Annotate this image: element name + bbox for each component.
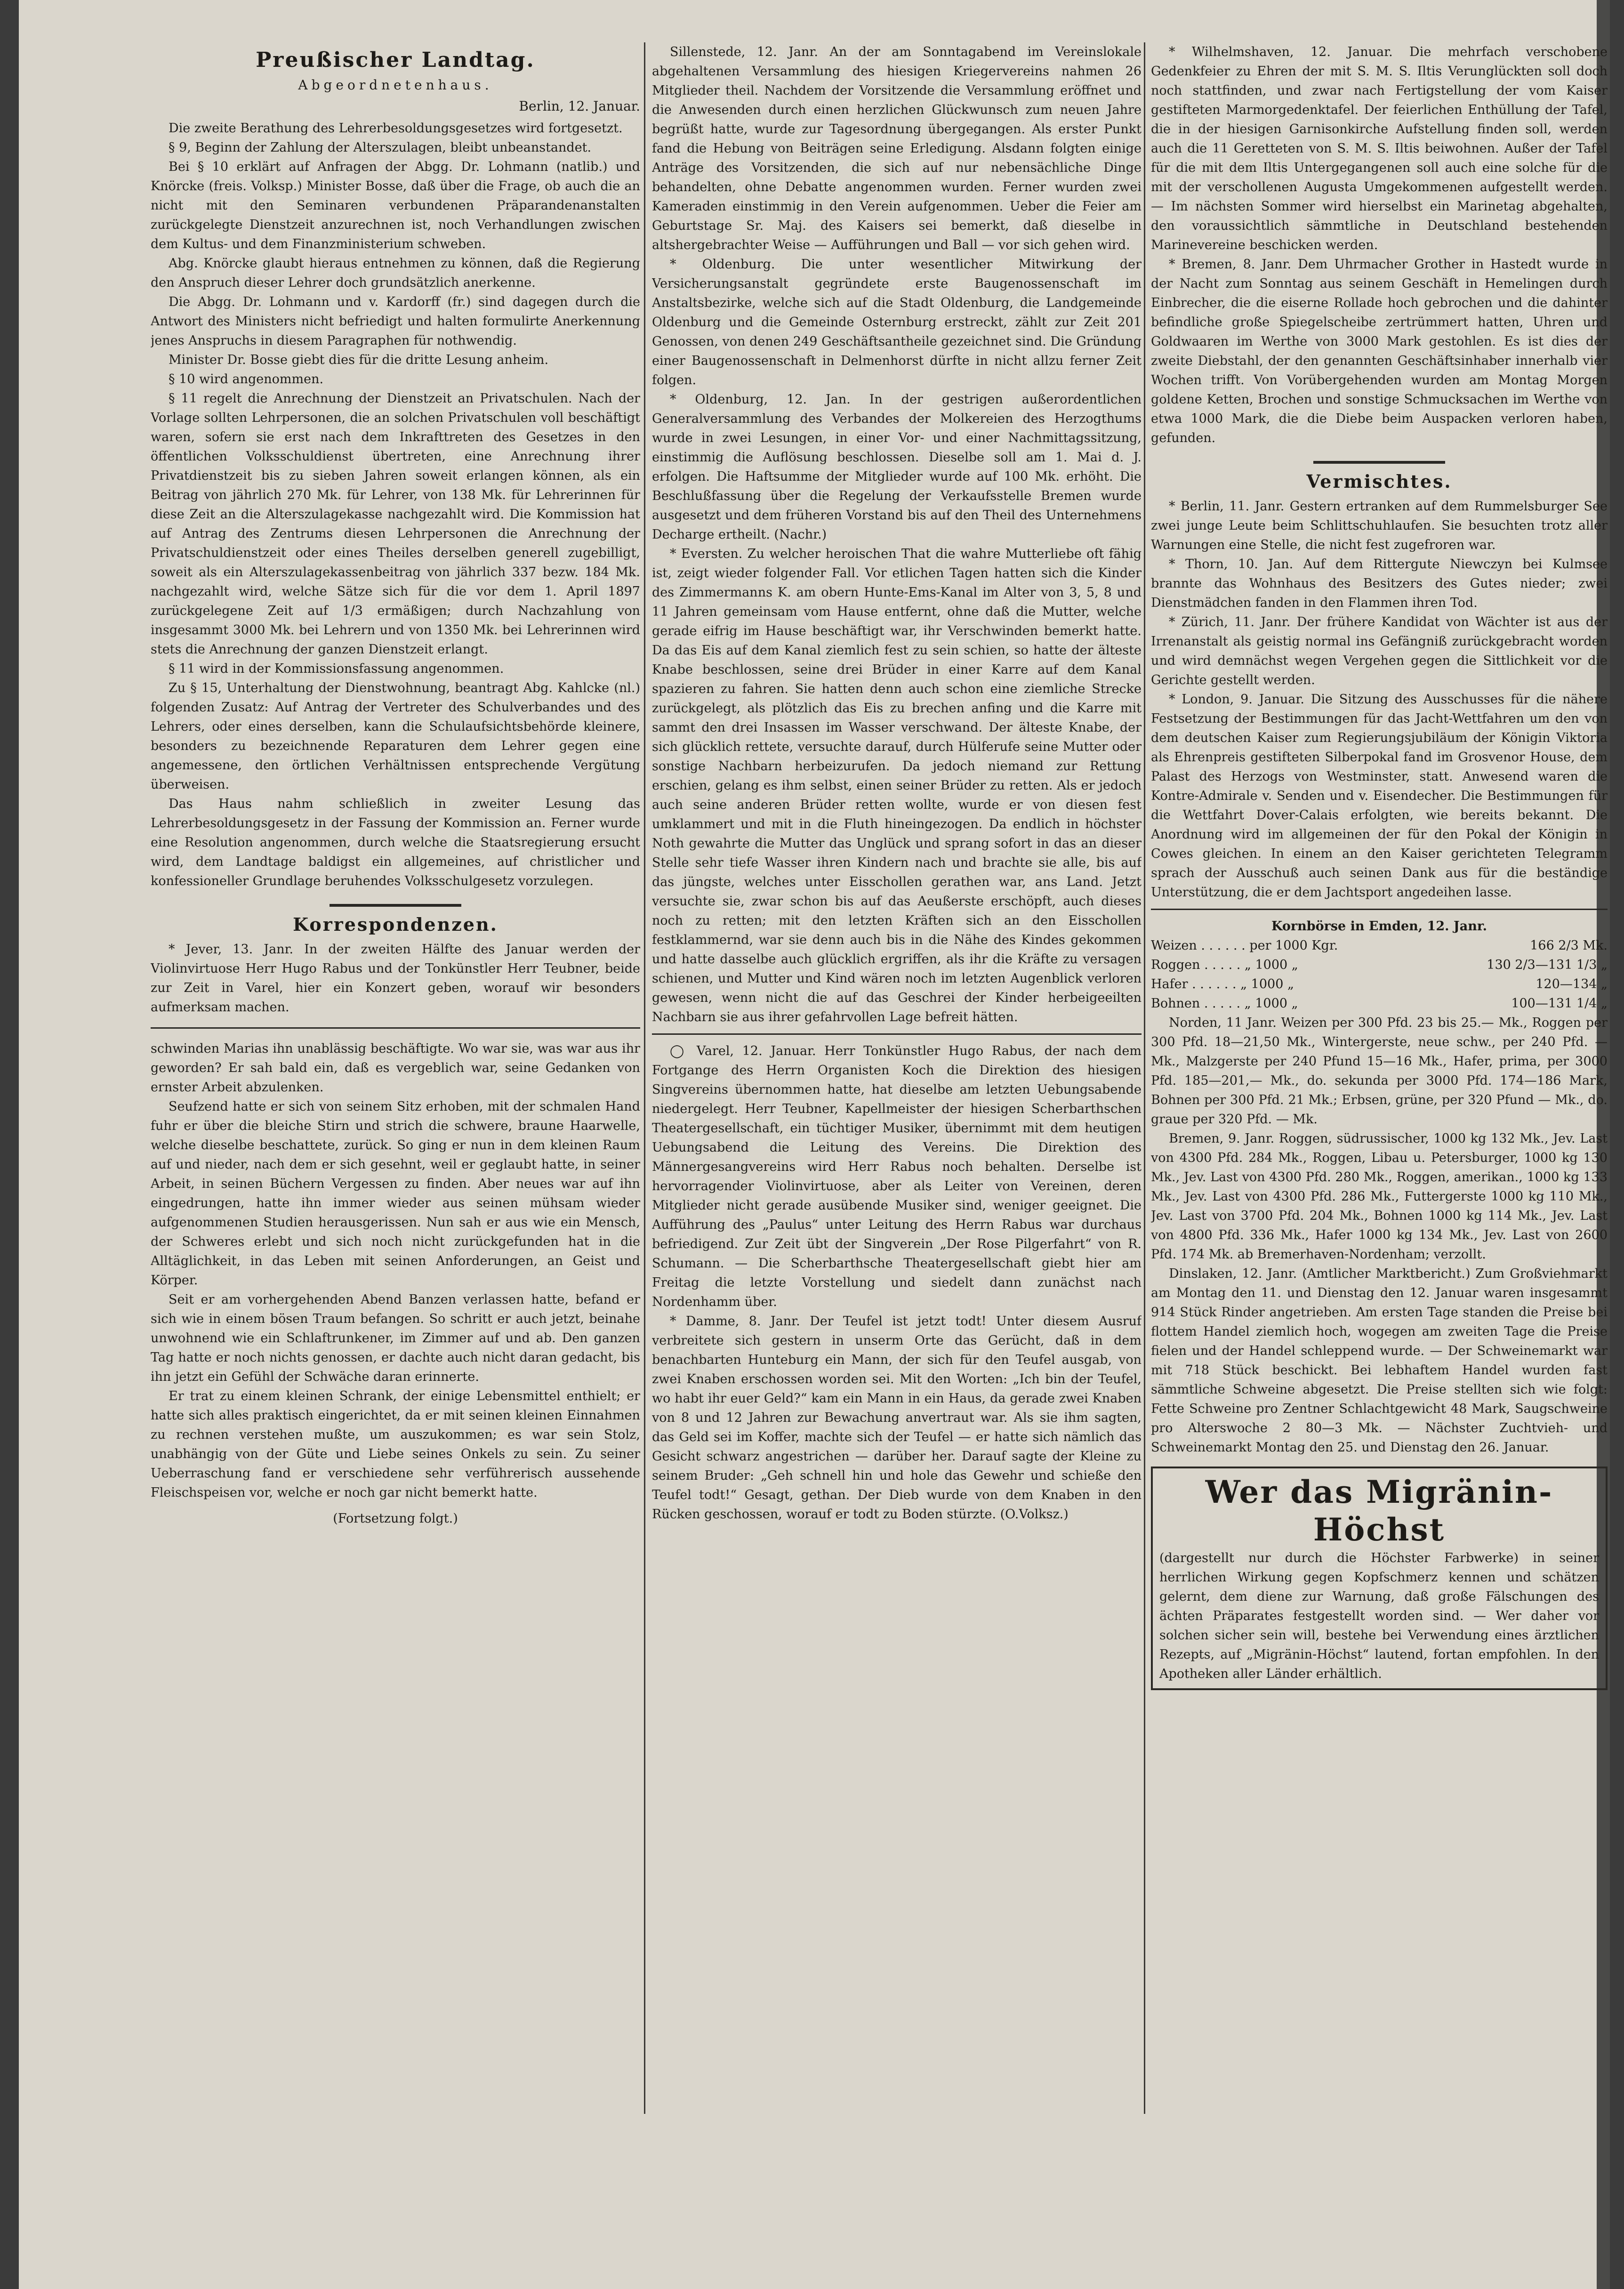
market-row: [1151, 955, 1608, 975]
article-paragraph: Die zweite Berathung des Lehrerbesoldungsgesetzes wird fortgesetzt.: [169, 121, 623, 136]
section-title-landtag: Preußischer Landtag.: [256, 48, 535, 72]
market-row-value: 130 2/3—131 1/3 „: [1487, 958, 1608, 972]
article-paragraph: * Damme, 8. Janr. Der Teufel ist jetzt todt! Unter diesem Ausruf verbreitete sich gestern in unserm Orte das Gerücht, daß in dem benachbarten Hunteburg ein Mann, der sich für den Teufel ausgab, von zwei Knaben erschossen worden sei. Mit den Worten: „Ich bin der Teufel, wo habt ihr euer Geld?“ kam ein Mann in ein Haus, da gerade zwei Knaben von 8 und 12 Jahren zur Bewachung anvertraut war. Als sie ihm sagten, das Geld sei im Koffer, machte sich der Teufel — er hatte sich nämlich das Gesicht schwarz angestrichen — darüber her. Darauf sagte der Kleine zu seinem Bruder: „Geh schnell hin und hole das Gewehr und schieße den Teufel todt!“ Gesagt, gethan. Der Dieb wurde von dem Knaben in den Rücken geschossen, worauf er todt zu Boden stürzte. (O.Volksz.): [652, 1314, 1142, 1522]
article-paragraph: * London, 9. Januar. Die Sitzung des Ausschusses für die nähere Festsetzung der Bestimmungen für das Jacht-Wettfahren um den von dem deutschen Kaiser zum Regierungsjubiläum der Königin Viktoria als Ehrenpreis gestifteten Silberpokal fand im Grosvenor House, dem Palast des Herzogs von Westminster, statt. Anwesend waren die Kontre-Admirale v. Senden und v. Eisendecher. Die Bestimmungen für die Wettfahrt Dover-Calais erfolgten, wie bereits bekannt. Die Anordnung wird im allgemeinen der für den Pokal der Königin in Cowes gleichen. In einem an den Kaiser gerichteten Telegramm sprach der Ausschuß auch seinen Dank aus für die beständige Unterstützung, die er dem Jachtsport angedeihen lasse.: [1151, 692, 1608, 900]
continuation-note: (Fortsetzung folgt.): [333, 1511, 458, 1526]
section-title-korrespondenzen: Korrespondenzen.: [293, 914, 498, 935]
newspaper-page: [19, 0, 1610, 2289]
article-paragraph: * Bremen, 8. Janr. Dem Uhrmacher Grother in Hastedt wurde in der Nacht zum Sonntag aus seinem Geschäft in Hemelingen durch Einbrecher, die die eiserne Rollade hoch gebrochen und die dahinter befindliche große Spiegelscheibe zertrümmert hatten, Uhren und Goldwaaren im Werthe von 3000 Mark gestohlen. Es ist dies der zweite Diebstahl, der den genannten Geschäftsinhaber innerhalb vier Wochen trifft. Von Vorübergehenden wurden am Montag Morgen goldene Ketten, Brochen und sonstige Schmucksachen im Werthe von etwa 1000 Mark, die die Diebe beim Auspacken verloren haben, gefunden.: [1151, 257, 1608, 445]
market-row-label: Roggen . . . . . „ 1000 „: [1151, 958, 1298, 972]
section-subtitle: Abgeordnetenhaus.: [298, 77, 493, 93]
feuilleton-divider: [151, 1027, 640, 1029]
article-paragraph: * Oldenburg, 12. Jan. In der gestrigen außerordentlichen Generalversammlung des Verbandes der Molkereien des Herzogthums wurde in zwei Lesungen, in einer Vor- und einer Nachmittagssitzung, einstimmig die Auflösung beschlossen. Dieselbe soll am 1. Mai d. J. erfolgen. Die Haftsumme der Mitglieder wurde auf 100 Mk. erhöht. Die Beschlußfassung über die Regelung der Verkaufsstelle Bremen wurde ausgesetzt und dem früheren Vorstand bis auf den Theil des Unternehmens Decharge ertheilt. (Nachr.): [652, 392, 1142, 542]
column-divider: [652, 1033, 1142, 1035]
article-paragraph: * Berlin, 11. Janr. Gestern ertranken auf dem Rummelsburger See zwei junge Leute beim Schlittschuhlaufen. Sie besuchten trotz aller Warnungen eine Stelle, die nicht fest zugefroren war.: [1151, 499, 1608, 552]
column-2: [652, 42, 1142, 1524]
market-row: [1151, 975, 1608, 994]
article-paragraph: Sillenstede, 12. Janr. An der am Sonntagabend im Vereinslokale abgehaltenen Versammlung des hiesigen Kriegervereins nahmen 26 Mitglieder theil. Nachdem der Vorsitzende die Versammlung eröffnet und die Anwesenden durch einen herzlichen Glückwunsch zum neuen Jahre begrüßt hatte, wurde zur Tagesordnung übergegangen. Als erster Punkt fand die Hebung von Beiträgen seine Erledigung. Alsdann folgten einige Anträge des Vorsitzenden, die sich auf nur nebensächliche Dinge behandelten, ohne Debatte angenommen wurden. Ferner wurden zwei Kameraden einstimmig in den Verein aufgenommen. Ueber die Feier am Geburtstage Sr. Maj. des Kaisers sei bemerkt, daß dieselbe in altshergebrachter Weise — Aufführungen und Ball — vor sich gehen wird.: [652, 45, 1142, 252]
market-report: Bremen, 9. Janr. Roggen, südrussischer, 1000 kg 132 Mk., Jev. Last von 4300 Pfd. 284 Mk., Roggen, Libau u. Petersburger, 1000 kg 130 Mk., Jev. Last von 4300 Pfd. 280 Mk., Roggen, amerikan., 1000 kg 133 Mk., Jev. Last von 4300 Pfd. 286 Mk., Futtergerste 1000 kg 110 Mk., Jev. Last von 3700 Pfd. 204 Mk., Bohnen 1000 kg 114 Mk., Jev. Last von 4800 Pfd. 336 Mk., Hafer 1000 kg 134 Mk., Jev. Last von 2600 Pfd. 174 Mk. ab Bremerhaven-Nordenham; verzollt.: [1151, 1131, 1608, 1262]
article-paragraph: Minister Dr. Bosse giebt dies für die dritte Lesung anheim.: [169, 353, 549, 367]
article-paragraph: § 10 wird angenommen.: [169, 372, 324, 387]
article-paragraph: Zu § 15, Unterhaltung der Dienstwohnung, beantragt Abg. Kahlcke (nl.) folgenden Zusatz: Auf Antrag der Vertreter des Schulverbandes und des Lehrers, oder eines derselben, kann die Schulaufsichtsbehörde kleinere, besonders zu bezeichnende Reparaturen dem Lehrer gegen eine angemessene, den örtlichen Verhältnissen entsprechende Vergütung überweisen.: [151, 681, 640, 792]
article-paragraph: * Zürich, 11. Janr. Der frühere Kandidat von Wächter ist aus der Irrenanstalt als geistig normal ins Gefängniß zurückgebracht worden und wird demnächst wegen Vergehen gegen die Sittlichkeit vor die Gerichte gestellt werden.: [1151, 615, 1608, 687]
serial-paragraph: Seufzend hatte er sich von seinem Sitz erhoben, mit der schmalen Hand fuhr er über die bleiche Stirn und strich die schwere, braune Haarwelle, welche dieselbe beschattete, zurück. So ging er nun in dem kleinen Raum auf und nieder, nach dem er sich gesehnt, weil er geglaubt hatte, in seiner Arbeit, in seinen Büchern Vergessen zu finden. Aber neues war auf ihn eingedrungen, hatte ihn immer wieder aus seinen mühsam wieder aufgenommenen Studien herausgerissen. Nun sah er aus wie ein Mensch, der Schweres erlebt und sich noch nicht zurückgefunden hat in die Alltäglichkeit, in das Leben mit seinen Anforderungen, an Geist und Körper.: [151, 1099, 640, 1288]
serial-paragraph: Seit er am vorhergehenden Abend Banzen verlassen hatte, befand er sich wie in einem bösen Traum befangen. So schritt er auch jetzt, beinahe unwohnend wie ein Schlaftrunkener, im Zimmer auf und ab. Den ganzen Tag hatte er noch nichts genossen, er dachte auch nicht daran gedacht, bis ihn jetzt ein Gefühl der Schwäche daran erinnerte.: [151, 1292, 640, 1384]
column-3: [1151, 42, 1608, 1690]
market-report: Norden, 11 Janr. Weizen per 300 Pfd. 23 bis 25.— Mk., Roggen per 300 Pfd. 18—21,50 Mk., Wintergerste, neue schw., per 240 Pfd. — Mk., Malzgerste per 240 Pfund 15—16 Mk., Hafer, prima, per 3000 Pfd. 185—201,— Mk., do. sekunda per 3000 Pfd. 174—186 Mark, Bohnen per 300 Pfd. 21 Mk.; Erbsen, grüne, per 320 Pfund — Mk., do. graue per 320 Pfd. — Mk.: [1151, 1016, 1608, 1127]
column-rule-1: [644, 42, 645, 2114]
market-report: Dinslaken, 12. Janr. (Amtlicher Marktbericht.) Zum Großviehmarkt am Montag den 11. und Dienstag den 12. Januar waren insgesammt 914 Stück Rinder angetrieben. Am ersten Tage standen die Preise bei flottem Handel ziemlich hoch, wogegen am zweiten Tage die Preise fielen und der Handel schleppend wurde. — Der Schweinemarkt war mit 718 Stück beschickt. Bei lebhaftem Handel wurden fast sämmtliche Schweine abgesetzt. Die Preise stellten sich wie folgt: Fette Schweine pro Zentner Schlachtgewicht 48 Mark, Saugschweine pro Alterswoche 2 80—3 Mk. — Nächster Zuchtvieh- und Schweinemarkt Montag den 25. und Dienstag den 26. Januar.: [1151, 1266, 1608, 1455]
serial-paragraph: Er trat zu einem kleinen Schrank, der einige Lebensmittel enthielt; er hatte sich alles praktisch eingerichtet, da er mit seinen kleinen Einnahmen zu rechnen verstehen mußte, um auszukommen; es war sein Stolz, unabhängig von der Güte und Liebe seines Onkels zu sein. Zu seiner Ueberraschung fand er verschiedene sehr verführerisch aussehende Fleischspeisen vor, welche er noch gar nicht bemerkt hatte.: [151, 1389, 640, 1500]
dateline: Berlin, 12. Januar.: [519, 98, 640, 114]
market-row-value: 100—131 1/4 „: [1511, 996, 1608, 1011]
market-row: [1151, 994, 1608, 1013]
market-table: [1151, 936, 1608, 1013]
article-paragraph: * Eversten. Zu welcher heroischen That die wahre Mutterliebe oft fähig ist, zeigt wieder folgender Fall. Vor etlichen Tagen hatten sich die Kinder des Zimmermanns K. am obern Hunte-Ems-Kanal im Alter von 3, 5, 8 und 11 Jahren gemeinsam vom Hause entfernt, ohne daß die Mutter, welche gerade eifrig im Hause beschäftigt war, ihr Verschwinden bemerkt hatte. Da das Eis auf dem Kanal ziemlich fest zu sein schien, so hatte der älteste Knabe beschlossen, seine drei Brüder in einer Karre auf dem Kanal spazieren zu fahren. Sie hatten denn auch schon eine ziemliche Strecke zurückgelegt, als plötzlich das Eis zu brechen anfing und die Karre mit sammt den drei Insassen im Wasser verschwand. Der älteste Knabe, der sich glücklich rettete, versuchte darauf, durch Hülferufe seine Mutter oder sonstige Nachbarn herbeizurufen. Da jedoch niemand zur Rettung erschien, gelang es ihm selbst, einen seiner Brüder zu retten. Als er jedoch auch seine anderen Brüder retten wollte, wurde er von diesen fest umklammert und mit in die Fluth hineingezogen. Da endlich in höchster Noth gewahrte die Mutter das Unglück und sprang sofort in das an dieser Stelle sehr tiefe Wasser ihren Kindern nach und brachte sie alle, bis auf das jüngste, welches unter Eisschollen gerathen war, ans Land. Jetzt versuchte sie, zwar schon bis auf das Aeußerste erschöpft, auch dieses noch zu retten; mit den letzten Kräften sich an den Eisschollen festklammernd, war sie denn auch bis in die Nähe des Kindes gekommen und hatte dasselbe auch glücklich ergriffen, als ihr die Kräfte zu versagen schienen, und Mutter und Kind wären noch im letzten Augenblick verloren gewesen, wenn nicht die auf das Geschrei der Kinder herbeigeeilten Nachbarn sie aus ihrer gefahrvollen Lage befreit hätten.: [652, 547, 1142, 1024]
ad-title: Wer das Migränin-Höchst: [1205, 1474, 1553, 1548]
article-paragraph: § 9, Beginn der Zahlung der Alterszulagen, bleibt unbeanstandet.: [169, 140, 592, 155]
article-paragraph: * Oldenburg. Die unter wesentlicher Mitwirkung der Versicherungsanstalt gegründete erste Baugenossenschaft im Anstaltsbezirke, welche sich auf die Stadt Oldenburg, die Landgemeinde Oldenburg und die Gemeinde Osternburg erstreckt, zählt zur Zeit 201 Genossen, von denen 249 Geschäftsantheile gezeichnet sind. Die Gründung einer Baugenossenschaft in Delmenhorst dürfte in nicht allzu ferner Zeit folgen.: [652, 257, 1142, 387]
serial-paragraph: schwinden Marias ihn unablässig beschäftigte. Wo war sie, was war aus ihr geworden? Er sah bald ein, daß es vergeblich war, seine Gedanken von ernster Arbeit abzulenken.: [151, 1041, 640, 1095]
market-row-value: 166 2/3 Mk.: [1530, 938, 1608, 953]
article-paragraph: ◯ Varel, 12. Januar. Herr Tonkünstler Hugo Rabus, der nach dem Fortgange des Herrn Organisten Koch die Direktion des hiesigen Singvereins übernommen hatte, hat dieselbe am letzten Uebungsabende niedergelegt. Herr Teubner, Kapellmeister der hiesigen Scherbarthschen Theatergesellschaft, ein tüchtiger Musiker, übernimmt mit dem heutigen Uebungsabend die Leitung des Vereins. Die Direktion des Männergesangvereins wird Herr Rabus noch behalten. Derselbe ist hervorragender Violinvirtuose, aber als Leiter von Vereinen, deren Mitglieder nicht gerade ausübende Musiker sind, weniger geeignet. Die Aufführung des „Paulus“ unter Leitung des Herrn Rabus war durchaus befriedigend. Zur Zeit übt der Singverein „Der Rose Pilgerfahrt“ von R. Schumann. — Die Scherbarthsche Theatergesellschaft giebt hier am Freitag die letzte Vorstellung und siedelt dann zunächst nach Nordenhamm über.: [652, 1044, 1142, 1309]
article-paragraph: Die Abgg. Dr. Lohmann und v. Kardorff (fr.) sind dagegen durch die Antwort des Ministers nicht befriedigt und halten formulirte Anerkennung jenes Anspruchs in diesem Paragraphen für nothwendig.: [151, 295, 640, 348]
article-paragraph: Das Haus nahm schließlich in zweiter Lesung das Lehrerbesoldungsgesetz in der Fassung der Kommission an. Ferner wurde eine Resolution angenommen, durch welche die Staatsregierung ersucht wird, dem Landtage baldigst ein allgemeines, auf christlicher und konfessioneller Grundlage beruhendes Volksschulgesetz vorzulegen.: [151, 797, 640, 888]
article-paragraph: * Jever, 13. Janr. In der zweiten Hälfte des Januar werden der Violinvirtuose Herr Hugo Rabus und der Tonkünstler Herr Teubner, beide zur Zeit in Varel, hier ein Konzert geben, worauf wir besonders aufmerksam machen.: [151, 942, 640, 1015]
ad-text: (dargestellt nur durch die Höchster Farbwerke) in seiner herrlichen Wirkung gegen Kopfschmerz kennen und schätzen gelernt, dem diene zur Warnung, daß große Fälschungen des ächten Präparates festgestellt worden sind. — Wer daher vor solchen sicher sein will, bestehe bei Verwendung eines ärztlichen Rezepts, auf „Migränin-Höchst“ lautend, fortan empfohlen. In den Apotheken aller Länder erhältlich.: [1159, 1551, 1599, 1681]
market-title: Kornbörse in Emden, 12. Janr.: [1271, 919, 1487, 934]
market-row: [1151, 936, 1608, 955]
column-1: [151, 42, 640, 1528]
section-title-vermischtes: Vermischtes.: [1306, 471, 1452, 492]
article-paragraph: * Thorn, 10. Jan. Auf dem Rittergute Niewczyn bei Kulmsee brannte das Wohnhaus des Besitzers des Gutes nieder; zwei Dienstmädchen fanden in den Flammen ihren Tod.: [1151, 557, 1608, 610]
article-paragraph: Abg. Knörcke glaubt hieraus entnehmen zu können, daß die Regierung den Anspruch dieser Lehrer doch grundsätzlich anerkenne.: [151, 256, 640, 290]
market-row-label: Hafer . . . . . . „ 1000 „: [1151, 977, 1294, 991]
section-divider: [1151, 909, 1608, 910]
article-paragraph: § 11 wird in der Kommissionsfassung angenommen.: [169, 661, 504, 676]
market-row-label: Weizen . . . . . . per 1000 Kgr.: [1151, 938, 1338, 953]
article-paragraph: Bei § 10 erklärt auf Anfragen der Abgg. Dr. Lohmann (natlib.) und Knörcke (freis. Volksp.) Minister Bosse, daß über die Frage, ob auch die an nicht mit den Seminaren verbundenen Präparandenanstalten zurückgelegte Dienstzeit anzurechnen ist, noch Verhandlungen zwischen dem Kultus- und dem Finanzministerium schweben.: [151, 160, 640, 251]
column-rule-2: [1144, 42, 1145, 2114]
section-divider: [1313, 461, 1445, 464]
section-divider: [330, 904, 461, 907]
article-paragraph: § 11 regelt die Anrechnung der Dienstzeit an Privatschulen. Nach der Vorlage sollten Lehrpersonen, die an solchen Privatschulen voll beschäftigt waren, sofern sie erst nach dem Inkrafttreten des Gesetzes in den öffentlichen Volksschuldienst übertreten, eine Anrechnung ihrer Privatdienstzeit bis zu sieben Jahren soweit erlangen können, als ein Beitrag von jährlich 270 Mk. für Lehrer, von 138 Mk. für Lehrerinnen für diese Zeit an die Alterszulagekasse nachgezahlt wird. Die Kommission hat auf Antrag des Zentrums diesen Lehrpersonen die Anrechnung der Privatschuldienstzeit oder eines Theiles derselben generell zugebilligt, soweit als ein Alterszulagekassenbeitrag von jährlich 337 bezw. 184 Mk. nachgezahlt wird, welche Sätze sich für die vor dem 1. April 1897 zurückgelegene Zeit auf 1/3 ermäßigen; durch Nachzahlung von insgesammt 3000 Mk. bei Lehrern und von 1350 Mk. bei Lehrerinnen wird stets die Anrechnung der ganzen Dienstzeit erlangt.: [151, 391, 640, 657]
market-row-label: Bohnen . . . . . „ 1000 „: [1151, 996, 1298, 1011]
market-row-value: 120—134 „: [1536, 977, 1608, 991]
article-paragraph: * Wilhelmshaven, 12. Januar. Die mehrfach verschobene Gedenkfeier zu Ehren der mit S. M. S. Iltis Verunglückten soll doch noch stattfinden, und zwar nach Fertigstellung der vom Kaiser gestifteten Marmorgedenktafel. Der feierlichen Enthüllung der Tafel, die in der hiesigen Garnisonkirche Aufstellung finden soll, werden auch die 11 Geretteten von S. M. S. Iltis beiwohnen. Außer der Tafel für die mit dem Iltis Untergegangenen soll auch eine solche für die mit der verschollenen Augusta Umgekommenen aufgestellt werden. — Im nächsten Sommer wird hierselbst ein Marinetag abgehalten, den voraussichtlich sämmtliche in Deutschland bestehenden Marinevereine beschicken werden.: [1151, 45, 1608, 252]
advertisement: [1151, 1467, 1608, 1690]
